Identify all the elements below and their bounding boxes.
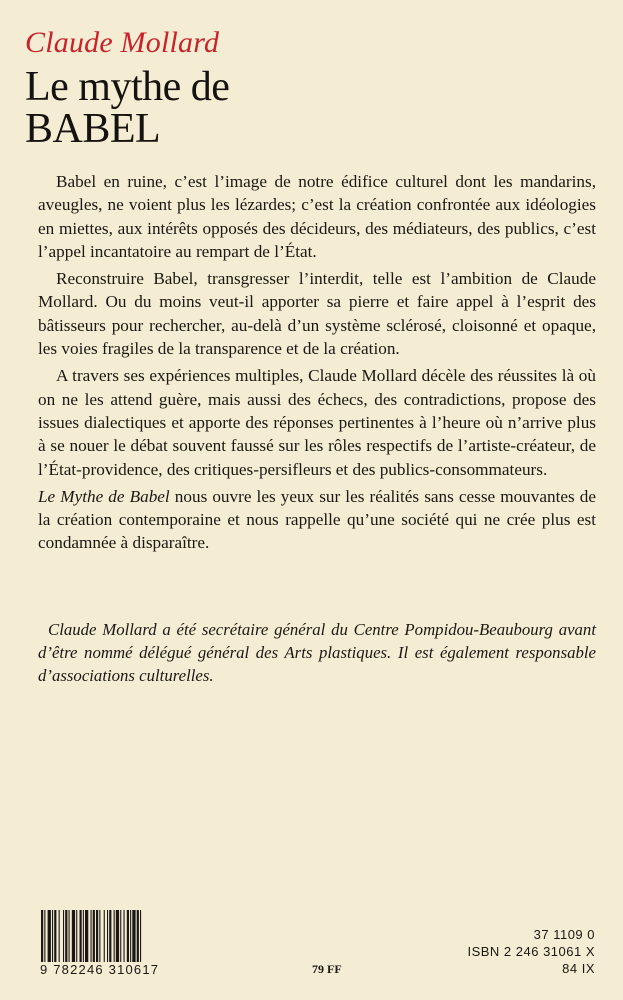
barcode-bar bbox=[91, 910, 92, 964]
blurb-paragraph-2: Reconstruire Babel, transgresser l’interdit, telle est l’ambition de Claude Mollard. Ou du moins veut-il apporter sa pierre et faire appel à l’esprit des bâtisseurs pour rechercher, au-delà d’un système sclérosé, cloisonné et opaque, les voies fragiles de la transparence et de la création. bbox=[38, 269, 596, 359]
barcode-bar bbox=[85, 910, 88, 964]
barcode-bar bbox=[107, 910, 108, 964]
catalog-code: 37 1109 0 bbox=[533, 927, 595, 942]
barcode-bar bbox=[120, 910, 121, 964]
barcode-digits: 9 782246 310617 bbox=[40, 962, 180, 977]
barcode-bar bbox=[63, 910, 64, 964]
barcode-bar bbox=[130, 910, 131, 964]
barcode-bar bbox=[41, 910, 43, 964]
barcode-bars bbox=[40, 910, 176, 964]
isbn: ISBN 2 246 31061 X bbox=[467, 944, 595, 959]
blurb-paragraph-1: Babel en ruine, c’est l’image de notre édifice culturel dont les mandarins, aveugles, ne voient plus les lézardes; c’est la création confrontée aux idéologies en miettes, aux intérêts opposés des décideurs, des médiateurs, des publics, c’est l’appel incantatoire au rempart de l’État. bbox=[38, 172, 596, 261]
book-title-italic: Le Mythe de Babel bbox=[38, 486, 170, 506]
blurb-paragraph-4 bbox=[38, 485, 596, 555]
barcode-bar bbox=[69, 910, 70, 964]
barcode-bar bbox=[132, 910, 135, 964]
blurb-paragraph-4-text: nous ouvre les yeux sur les réalités sans cesse mouvantes de la création contemporaine et nous rappelle qu’une société qui ne crée plus est condamnée à disparaître. bbox=[38, 486, 596, 553]
title-line-2: BABEL bbox=[25, 106, 161, 152]
barcode-bar bbox=[76, 910, 77, 964]
barcode-bar bbox=[124, 910, 125, 964]
barcode-bar bbox=[137, 910, 139, 964]
barcode-bar bbox=[96, 910, 98, 964]
book-title bbox=[25, 66, 229, 150]
author-bio: Claude Mollard a été secrétaire général du Centre Pompidou-Beaubourg avant d’être nommé délégué général des Arts plastiques. Il est également responsable d’associations culturelles. bbox=[38, 620, 596, 685]
barcode-bar bbox=[48, 910, 51, 964]
barcode-bar bbox=[127, 910, 129, 964]
barcode-bar bbox=[104, 910, 105, 964]
barcode-bar bbox=[65, 910, 67, 964]
blurb-paragraph-3: A travers ses expériences multiples, Claude Mollard décèle des réussites là où on ne les attend guère, mais aussi des échecs, des contradictions, propose des issues dialectiques et apporte des réponses pertinentes à l’heure où n’arrive plus à se nouer le débat souvent faussé sur les rôles respectifs de l’artiste-créateur, de l’État-providence, des critiques-persifleurs et des publics-consommateurs. bbox=[38, 366, 596, 479]
barcode-bar bbox=[99, 910, 100, 964]
isbn-block bbox=[467, 926, 595, 977]
price: 79 FF bbox=[312, 962, 342, 976]
barcode-bar bbox=[93, 910, 95, 964]
blurb bbox=[38, 170, 596, 559]
barcode-bar bbox=[72, 910, 75, 964]
barcode-bar bbox=[140, 910, 141, 964]
barcode-bar bbox=[54, 910, 56, 964]
barcode-bar bbox=[52, 910, 53, 964]
author-name: Claude Mollard bbox=[25, 26, 220, 59]
barcode-bar bbox=[59, 910, 60, 964]
barcode-bar bbox=[83, 910, 84, 964]
barcode-bar bbox=[116, 910, 119, 964]
barcode-bar bbox=[114, 910, 115, 964]
barcode-bar bbox=[109, 910, 111, 964]
title-line-1: Le mythe de bbox=[25, 64, 230, 110]
catalog-code-2: 84 IX bbox=[562, 961, 595, 976]
barcode-bar bbox=[44, 910, 45, 964]
barcode-bar bbox=[80, 910, 82, 964]
